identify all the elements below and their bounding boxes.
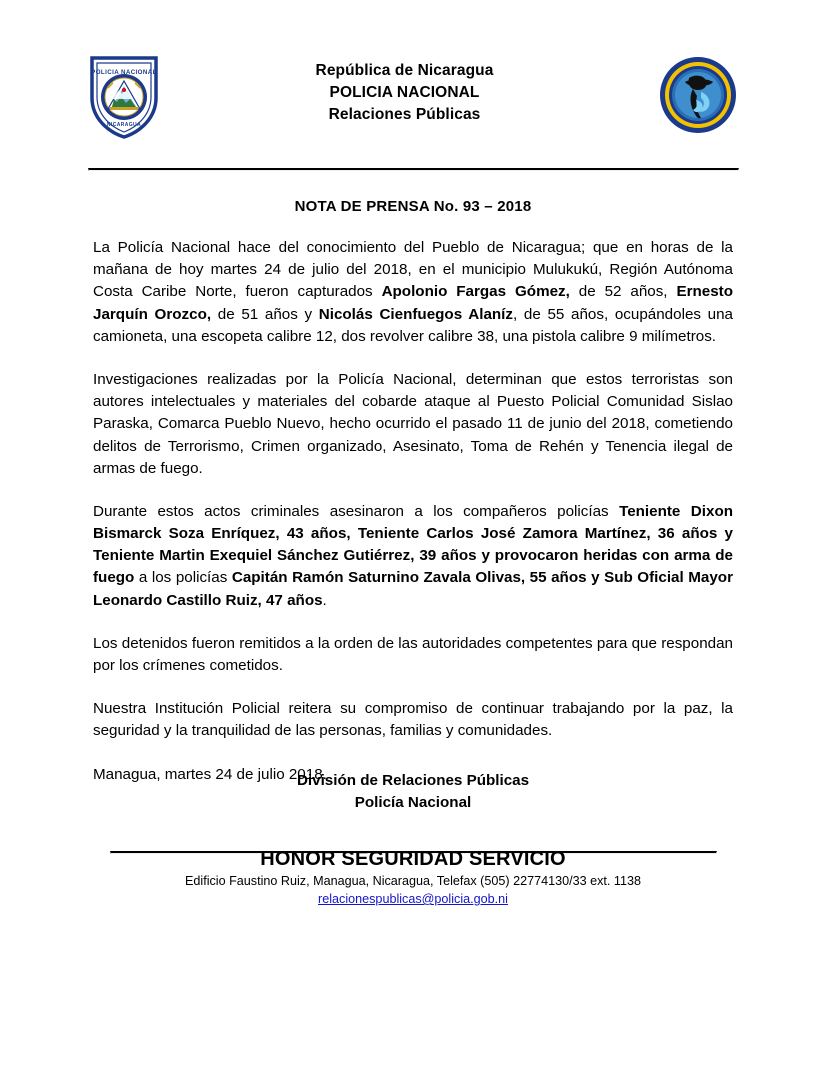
signature-institution: Policía Nacional [354,793,472,811]
body-text: a los policías [134,569,232,587]
body-text: , de 55 años, ocupándoles una camioneta, una escopeta calibre 12, dos revolver calibre 38, una pistola calibre 9 milímetros. [93,305,733,345]
emphasized-text: Ernesto Jarquín Orozco, [93,283,733,323]
page-title: NOTA DE PRENSA No. 93 – 2018 [294,198,532,215]
svg-text:POLICIA NACIONAL: POLICIA NACIONAL [91,69,157,76]
footer-motto: HONOR SEGURIDAD SERVICIO [260,848,566,870]
body-text: Durante estos actos criminales asesinaron a los compañeros policías [93,502,620,520]
body-paragraph [93,633,733,677]
signature-block [93,770,733,813]
emphasized-text: Capitán Ramón Saturnino Zavala Olivas, 55 años y Sub Oficial Mayor Leonardo Castillo Ruiz, 47 años [93,569,733,609]
body-text: Los detenidos fueron remitidos a la orden de las autoridades competentes para que respondan por los crímenes cometidos. [93,634,733,674]
header-title-line-3: Relaciones Públicas [328,106,481,123]
header-title-block [150,52,659,126]
signature-division: División de Relaciones Públicas [296,772,530,789]
body-paragraph [93,501,733,612]
emphasized-text: Teniente Dixon Bismarck Soza Enríquez, 43 años, Teniente Carlos José Zamora Martínez, 36 años y Teniente Martin Exequiel Sánchez Gutiérrez, 39 años y provocaron heridas con arma de fuego [93,502,733,587]
document-body [93,198,733,786]
document-header [0,52,825,152]
paragraph-container [93,237,733,786]
header-title-line-1: República de Nicaragua [315,62,494,79]
emphasized-text: Nicolás Cienfuegos Alaníz [318,305,513,323]
body-text: de 51 años y [211,305,319,323]
header-divider-rule [88,168,739,171]
emphasized-text: Apolonio Fargas Gómez, [381,283,570,301]
document-footer [93,847,733,908]
body-paragraph [93,369,733,480]
body-text: . [322,591,327,609]
body-text: La Policía Nacional hace del conocimiento del Pueblo de Nicaragua; que en horas de la mañana de hoy martes 24 de julio del 2018, en el municipio Mulukukú, Región Autónoma Costa Caribe Norte, fueron capturados [93,239,733,301]
body-text: Managua, martes 24 de julio 2018. [93,765,327,783]
body-paragraph [93,237,733,348]
body-text: de 52 años, [569,283,677,301]
footer-address: Edificio Faustino Ruiz, Managua, Nicaragua, Telefax (505) 22774130/33 ext. 1138 [185,874,641,888]
footer-email-link[interactable]: relacionespublicas@policia.gob.ni [318,892,508,906]
relaciones-publicas-round-emblem-icon [659,56,737,134]
svg-text:NICARAGUA: NICARAGUA [106,122,142,128]
header-title-line-2: POLICIA NACIONAL [329,84,480,101]
body-text: Investigaciones realizadas por la Policía Nacional, determinan que estos terroristas son autores intelectuales y materiales del cobarde ataque al Puesto Policial Comunidad Sislao Paraska, Comarca Pueblo Nuevo, hecho ocurrido el pasado 11 de junio del 2018, cometiendo delitos de Terrorismo, Crimen organizado, Asesinato, Toma de Rehén y Tenencia ilegal de armas de fuego. [93,370,733,477]
body-text: Nuestra Institución Policial reitera su compromiso de continuar trabajando por la paz, la seguridad y la tranquilidad de las personas, familias y comunidades. [93,700,733,740]
body-paragraph [93,698,733,742]
